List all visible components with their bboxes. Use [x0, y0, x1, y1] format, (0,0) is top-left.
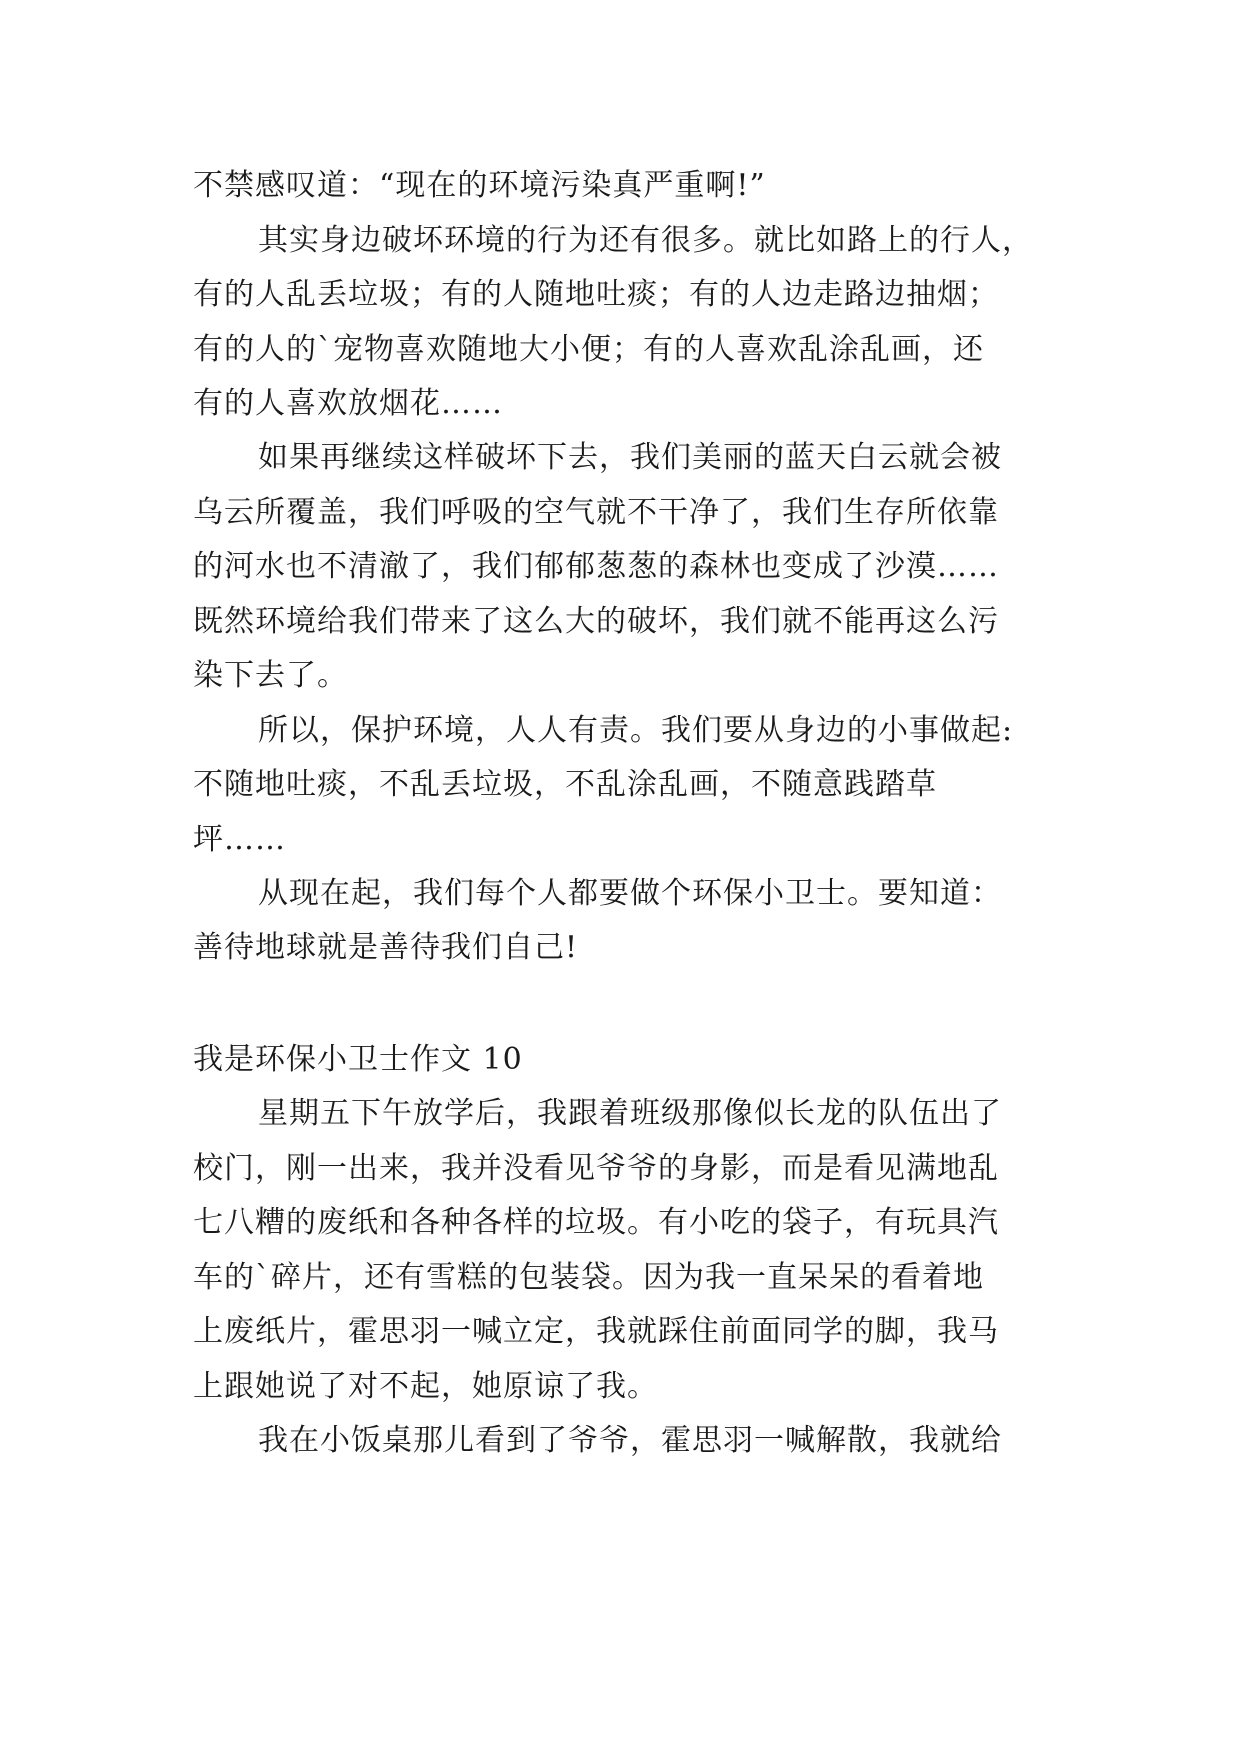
paragraph-first-line: 其实身边破坏环境的行为还有很多。就比如路上的行人， [258, 223, 1033, 258]
text-line: 七八糟的废纸和各种各样的垃圾。有小吃的袋子，有玩具汽 [193, 1205, 999, 1240]
paragraph-first-line: 我在小饭桌那儿看到了爷爷，霍思羽一喊解散，我就给 [258, 1423, 1002, 1458]
text-line: 车的`碎片，还有雪糕的包装袋。因为我一直呆呆的看着地 [193, 1260, 984, 1295]
text-line: 不禁感叹道：“现在的环境污染真严重啊!” [193, 168, 766, 203]
text-line: 有的人乱丢垃圾；有的人随地吐痰；有的人边走路边抽烟； [193, 277, 999, 312]
text-line: 坪…… [193, 822, 286, 857]
text-line: 不随地吐痰，不乱丢垃圾，不乱涂乱画，不随意践踏草 [193, 767, 937, 802]
paragraph-first-line: 如果再继续这样破坏下去，我们美丽的蓝天白云就会被 [258, 440, 1002, 475]
text-line: 既然环境给我们带来了这么大的破坏，我们就不能再这么污 [193, 604, 999, 639]
text-line: 有的人喜欢放烟花…… [193, 386, 503, 421]
text-line: 的河水也不清澈了，我们郁郁葱葱的森林也变成了沙漠…… [193, 549, 999, 584]
text-line: 善待地球就是善待我们自己! [193, 930, 579, 965]
text-line: 校门，刚一出来，我并没看见爷爷的身影，而是看见满地乱 [193, 1151, 999, 1186]
paragraph-first-line: 从现在起，我们每个人都要做个环保小卫士。要知道： [258, 876, 1002, 911]
paragraph-first-line: 星期五下午放学后，我跟着班级那像似长龙的队伍出了 [258, 1096, 1002, 1131]
text-line: 染下去了。 [193, 658, 348, 693]
text-line: 上废纸片，霍思羽一喊立定，我就踩住前面同学的脚，我马 [193, 1314, 999, 1349]
text-line: 有的人的`宠物喜欢随地大小便；有的人喜欢乱涂乱画，还 [193, 332, 984, 367]
text-line: 上跟她说了对不起，她原谅了我。 [193, 1369, 658, 1404]
paragraph-first-line: 所以，保护环境，人人有责。我们要从身边的小事做起: [258, 713, 1014, 748]
text-line: 乌云所覆盖，我们呼吸的空气就不干净了，我们生存所依靠 [193, 495, 999, 530]
section-heading: 我是环保小卫士作文 10 [193, 1042, 523, 1077]
